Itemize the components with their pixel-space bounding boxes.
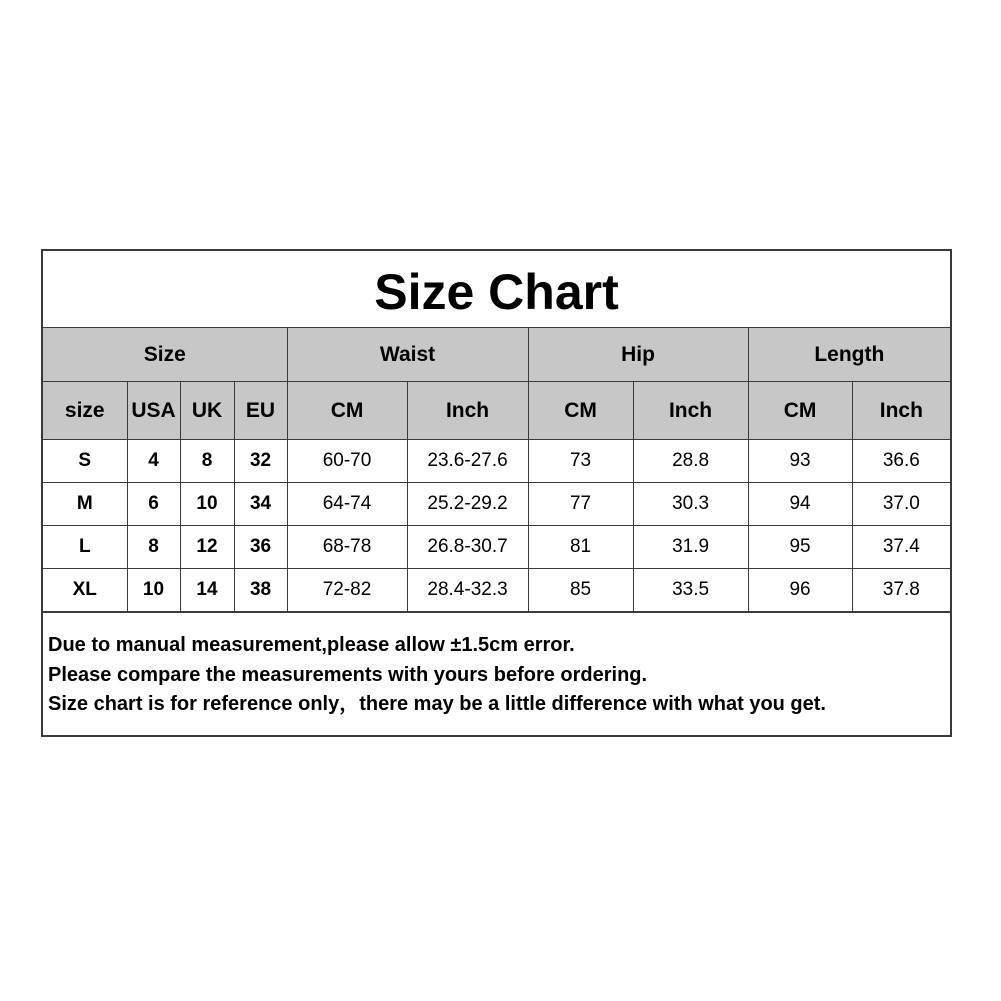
cell-length-cm: 95 — [748, 526, 852, 569]
table-row — [43, 569, 950, 612]
cell-waist-cm: 64-74 — [287, 483, 407, 526]
cell-waist-inch: 25.2-29.2 — [407, 483, 528, 526]
group-header-hip: Hip — [528, 328, 748, 382]
cell-waist-inch: 26.8-30.7 — [407, 526, 528, 569]
size-chart — [41, 249, 952, 737]
note-compare-measurements: Please compare the measurements with yours before ordering. — [48, 663, 648, 686]
cell-uk: 14 — [180, 569, 234, 612]
group-header-row — [43, 328, 950, 382]
cell-hip-cm: 81 — [528, 526, 633, 569]
sub-header-usa: USA — [127, 382, 180, 440]
cell-eu: 34 — [234, 483, 287, 526]
cell-uk: 10 — [180, 483, 234, 526]
cell-hip-inch: 33.5 — [633, 569, 748, 612]
cell-hip-inch: 30.3 — [633, 483, 748, 526]
cell-length-inch: 37.8 — [852, 569, 950, 612]
cell-length-inch: 37.0 — [852, 483, 950, 526]
sub-header-length-inch: Inch — [852, 382, 950, 440]
cell-hip-cm: 73 — [528, 440, 633, 483]
cell-eu: 32 — [234, 440, 287, 483]
sub-header-hip-inch: Inch — [633, 382, 748, 440]
sub-header-waist-cm: CM — [287, 382, 407, 440]
sub-header-waist-inch: Inch — [407, 382, 528, 440]
cell-length-cm: 96 — [748, 569, 852, 612]
cell-length-cm: 93 — [748, 440, 852, 483]
sub-header-row — [43, 382, 950, 440]
cell-waist-inch: 23.6-27.6 — [407, 440, 528, 483]
cell-length-inch: 37.4 — [852, 526, 950, 569]
sub-header-eu: EU — [234, 382, 287, 440]
note-measurement-error: Due to manual measurement,please allow ±1.5cm error. — [48, 634, 575, 656]
cell-hip-cm: 77 — [528, 483, 633, 526]
cell-waist-cm: 68-78 — [287, 526, 407, 569]
cell-eu: 36 — [234, 526, 287, 569]
cell-waist-cm: 60-70 — [287, 440, 407, 483]
sub-header-hip-cm: CM — [528, 382, 633, 440]
sub-header-length-cm: CM — [748, 382, 852, 440]
cell-uk: 8 — [180, 440, 234, 483]
cell-usa: 4 — [127, 440, 180, 483]
group-header-size: Size — [43, 328, 287, 382]
sub-header-size: size — [43, 382, 127, 440]
cell-usa: 8 — [127, 526, 180, 569]
cell-waist-cm: 72-82 — [287, 569, 407, 612]
cell-hip-inch: 31.9 — [633, 526, 748, 569]
group-header-waist: Waist — [287, 328, 528, 382]
cell-usa: 10 — [127, 569, 180, 612]
table-row — [43, 526, 950, 569]
cell-length-cm: 94 — [748, 483, 852, 526]
cell-usa: 6 — [127, 483, 180, 526]
group-header-length: Length — [748, 328, 950, 382]
cell-hip-cm: 85 — [528, 569, 633, 612]
cell-size: XL — [43, 569, 127, 612]
table-row — [43, 440, 950, 483]
table-row — [43, 483, 950, 526]
cell-length-inch: 36.6 — [852, 440, 950, 483]
cell-size: M — [43, 483, 127, 526]
cell-eu: 38 — [234, 569, 287, 612]
cell-size: S — [43, 440, 127, 483]
cell-waist-inch: 28.4-32.3 — [407, 569, 528, 612]
chart-title: Size Chart — [43, 251, 950, 328]
cell-hip-inch: 28.8 — [633, 440, 748, 483]
cell-size: L — [43, 526, 127, 569]
sub-header-uk: UK — [180, 382, 234, 440]
notes-section — [43, 612, 950, 720]
cell-uk: 12 — [180, 526, 234, 569]
note-reference-only: Size chart is for reference only，there may be a little difference with what you get. — [48, 693, 826, 715]
size-table — [43, 328, 950, 612]
